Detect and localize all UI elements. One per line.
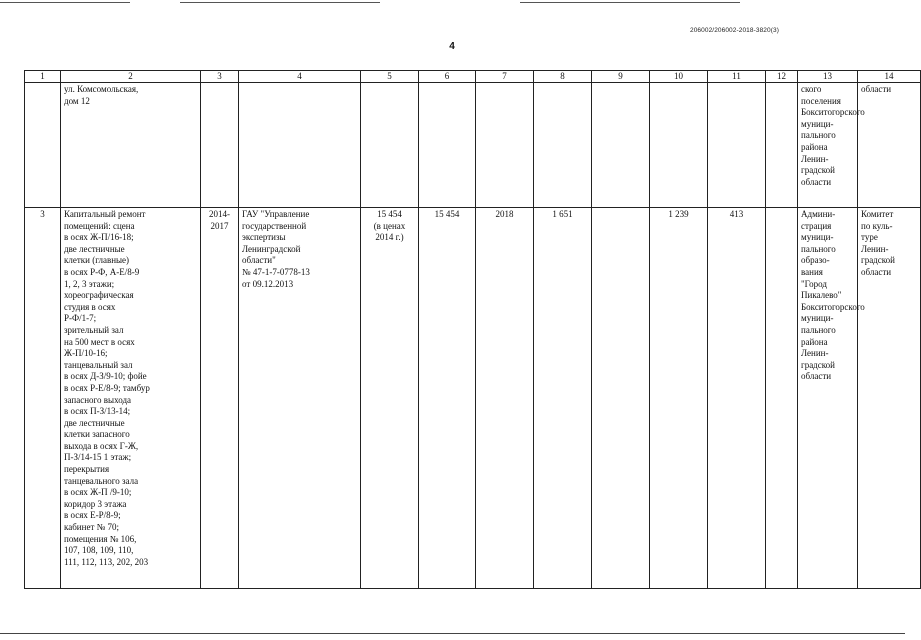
administrator-cell: Комитет по куль- туре Ленин- градской области [858, 208, 921, 589]
customer-cell: ского поселения Бокситогорского муници- пального района Ленин- градской области [798, 83, 858, 208]
expertise-cell: ГАУ "Управление государственной экспертизы Ленинградской области" № 47-1-7-0778-13 от 09.12.2013 [239, 208, 361, 589]
object-description-cell: Капитальный ремонт помещений: сцена в осях Ж-П/16-18; две лестничные клетки (главные) в осях Р-Ф, А-Е/8-9 1, 2, 3 этажи; хореографическая студия в осях Р-Ф/1-7; зрительный зал на 500 мест в осях Ж-П/10-16; танцевальный зал в осях Д-З/9-10; фойе в осях Р-Е/8-9; тамбур запасного выхода в осях П-З/13-14; две лестничные клетки запасного выхода в осях Г-Ж, П-З/14-15 1 этаж; перекрытия танцевального зала в осях Ж-П /9-10; коридор 3 этажа в осях Е-Р/8-9; кабинет № 70; помещения № 106, 107, 108, 109, 110, 111, 112, 113, 202, 203 [61, 208, 201, 589]
estimated-cost-cell: 15 454 (в ценах 2014 г.) [361, 208, 419, 589]
value-cell: 1 239 [650, 208, 708, 589]
column-number: 4 [239, 71, 361, 83]
column-number: 13 [798, 71, 858, 83]
column-number: 2 [61, 71, 201, 83]
column-number: 10 [650, 71, 708, 83]
total-cell: 1 651 [534, 208, 592, 589]
column-number: 14 [858, 71, 921, 83]
value-cell [592, 83, 650, 208]
expertise-cell [239, 83, 361, 208]
table-row [25, 208, 921, 589]
value-cell [708, 83, 766, 208]
column-number-row [25, 71, 921, 83]
object-description-cell: ул. Комсомольская, дом 12 [61, 83, 201, 208]
value-cell [766, 83, 798, 208]
value-cell [592, 208, 650, 589]
column-number: 1 [25, 71, 61, 83]
column-number: 11 [708, 71, 766, 83]
estimated-cost-cell [361, 83, 419, 208]
value-cell: 413 [708, 208, 766, 589]
row-number-cell: 3 [25, 208, 61, 589]
table-row [25, 83, 921, 208]
remaining-cost-cell: 15 454 [419, 208, 476, 589]
customer-cell: Админи- страция муници- пального образо- вания "Город Пикалево" Бокситогорского муници- пального района Ленин- градской области [798, 208, 858, 589]
document-id: 206002/206002-2018-3820(3) [690, 27, 779, 34]
value-cell [650, 83, 708, 208]
total-cell [534, 83, 592, 208]
period-cell: 2014- 2017 [201, 208, 239, 589]
page-number: 4 [449, 41, 455, 52]
column-number: 5 [361, 71, 419, 83]
value-cell [766, 208, 798, 589]
column-number: 6 [419, 71, 476, 83]
column-number: 7 [476, 71, 534, 83]
scan-top-edge [0, 2, 905, 3]
year-cell: 2018 [476, 208, 534, 589]
column-number: 9 [592, 71, 650, 83]
column-number: 12 [766, 71, 798, 83]
row-number-cell [25, 83, 61, 208]
remaining-cost-cell [419, 83, 476, 208]
column-number: 3 [201, 71, 239, 83]
administrator-cell: области [858, 83, 921, 208]
period-cell [201, 83, 239, 208]
program-table [24, 70, 921, 589]
scan-bottom-edge [0, 633, 905, 634]
column-number: 8 [534, 71, 592, 83]
year-cell [476, 83, 534, 208]
